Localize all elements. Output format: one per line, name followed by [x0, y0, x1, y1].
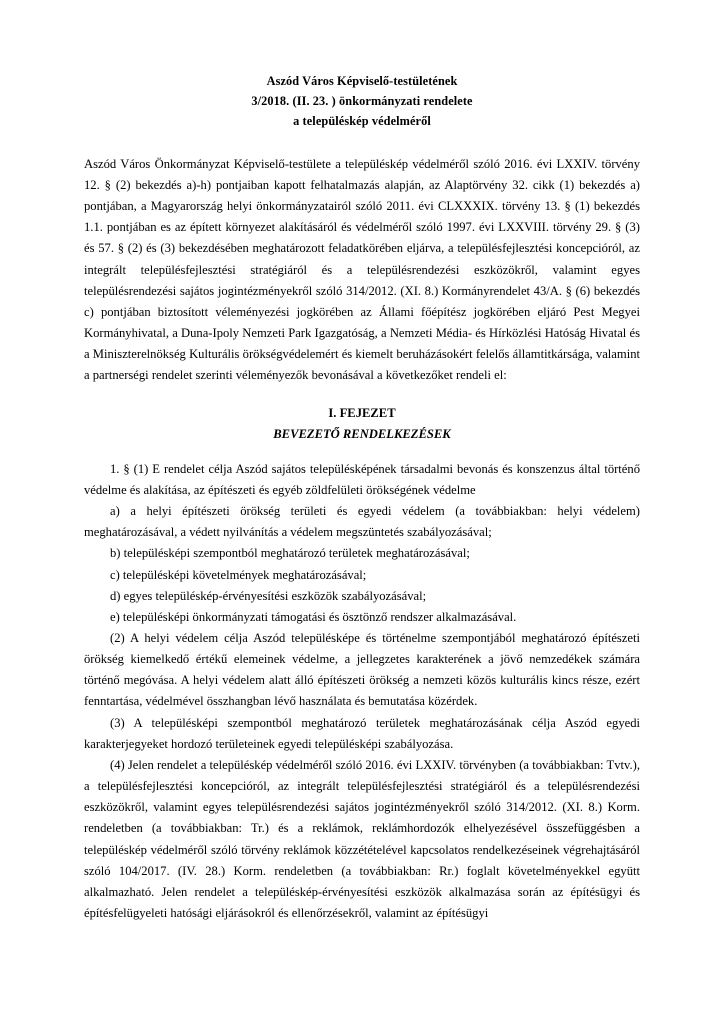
chapter-number: I. FEJEZET: [328, 406, 396, 421]
paragraph: 1. § (1) E rendelet célja Aszód sajátos településképének társadalmi bevonás és konszenzus által történő védelme és alakítása, az építészeti és egyéb zöldfelületi örökségének védelme: [84, 461, 640, 497]
paragraph: c) településképi követelmények meghatározásával;: [110, 567, 367, 582]
title-line-2: 3/2018. (II. 23. ) önkormányzati rendelete: [251, 93, 473, 108]
paragraph: b) településképi szempontból meghatározó területek meghatározásával;: [110, 546, 470, 561]
paragraph: (4) Jelen rendelet a településkép védelméről szóló 2016. évi LXXIV. törvényben (a továbbiakban: Tvtv.), a településfejlesztési koncepcióról, az integrált településfejlesztési stratégiáról és a településrendezési eszközökről, valamint egyes településrendezési sajátos jogintézményekről szóló 314/2012. (XI. 8.) Korm. rendeletben (a továbbiakban: Tr.) és a reklámok, reklámhordozók elhelyezésével összefüggésben a településkép védelméről szóló törvény reklámok közzétételével kapcsolatos rendelkezéseinek végrehajtásáról szóló 104/2017. (IV. 28.) Korm. rendeletben (a továbbiakban: Rr.) foglalt követelményekkel együtt alkalmazható. Jelen rendelet a településkép-érvényesítési eszközök alkalmazása során az építésügyi és építésfelügyeleti hatósági eljárásokról és ellenőrzésekről, valamint az építésügyi: [84, 757, 640, 920]
title-line-1: Aszód Város Képviselő-testületének: [266, 74, 458, 88]
title-line-3: a településkép védelméről: [293, 113, 431, 128]
section-1-block: [84, 459, 640, 924]
chapter-heading: [84, 403, 640, 443]
paragraph: e) településképi önkormányzati támogatási és ösztönző rendszer alkalmazásával.: [110, 609, 517, 624]
preamble-block: [84, 154, 640, 387]
paragraph: a) a helyi építészeti örökség területi és egyedi védelem (a továbbiakban: helyi védelem) meghatározásával, a védett nyilvánítás a védelem megszüntetés szabályozásával;: [84, 504, 640, 540]
preamble-paragraph: Aszód Város Önkormányzat Képviselő-testülete a településkép védelméről szóló 2016. évi LXXIV. törvény 12. § (2) bekezdés a)-h) pontjaiban kapott felhatalmazás alapján, az Alaptörvény 32. cikk (1) bekezdés a) pontjában, a Magyarország helyi önkormányzatairól szóló 2011. évi CLXXXIX. törvény 13. § (1) bekezdés 1.1. pontjában es az épített környezet alakításáról és védelméről szóló 1997. évi LXXVIII. törvény 29. § (3) és 57. § (2) és (3) bekezdésében meghatározott feladatkörében eljárva, a településfejlesztési koncepcióról, az integrált településfejlesztési stratégiáról és a településrendezési eszközökről, valamint egyes településrendezési sajátos jogintézményekről szóló 314/2012. (XI. 8.) Kormányrendelet 43/A. § (6) bekezdés c) pontjában biztosított véleményezési jogkörében az Állami főépítész jogkörében eljáró Pest Megyei Kormányhivatal, a Duna-Ipoly Nemzeti Park Igazgatóság, a Nemzeti Média- és Hírközlési Hatóság Hivatal és a Miniszterelnökség Kulturális örökségvédelemért és kiemelt beruházásokért felelős államtitkársága, valamint a partnerségi rendelet szerinti véleményezők bevonásával a következőket rendeli el:: [84, 156, 640, 383]
paragraph: (3) A településképi szempontból meghatározó területek meghatározásának célja Aszód egyedi karakterjegyeket hordozó területeinek egyedi településképi szabályozása.: [84, 715, 640, 751]
chapter-name: BEVEZETŐ RENDELKEZÉSEK: [273, 426, 451, 441]
paragraph: d) egyes településkép-érvényesítési eszközök szabályozásával;: [110, 588, 427, 603]
document-title: [84, 72, 640, 132]
paragraph: (2) A helyi védelem célja Aszód településképe és történelme szempontjából meghatározó építészeti örökség kiemelkedő értékű elemeinek védelme, a jellegzetes karakterének a jövő nemzedékek számára történő megóvása. A helyi védelem alatt álló építészeti örökség a nemzeti közös kulturális kincs része, ezért fenntartása, védelmével összhangban lévő használata és bemutatása közérdek.: [84, 630, 640, 709]
